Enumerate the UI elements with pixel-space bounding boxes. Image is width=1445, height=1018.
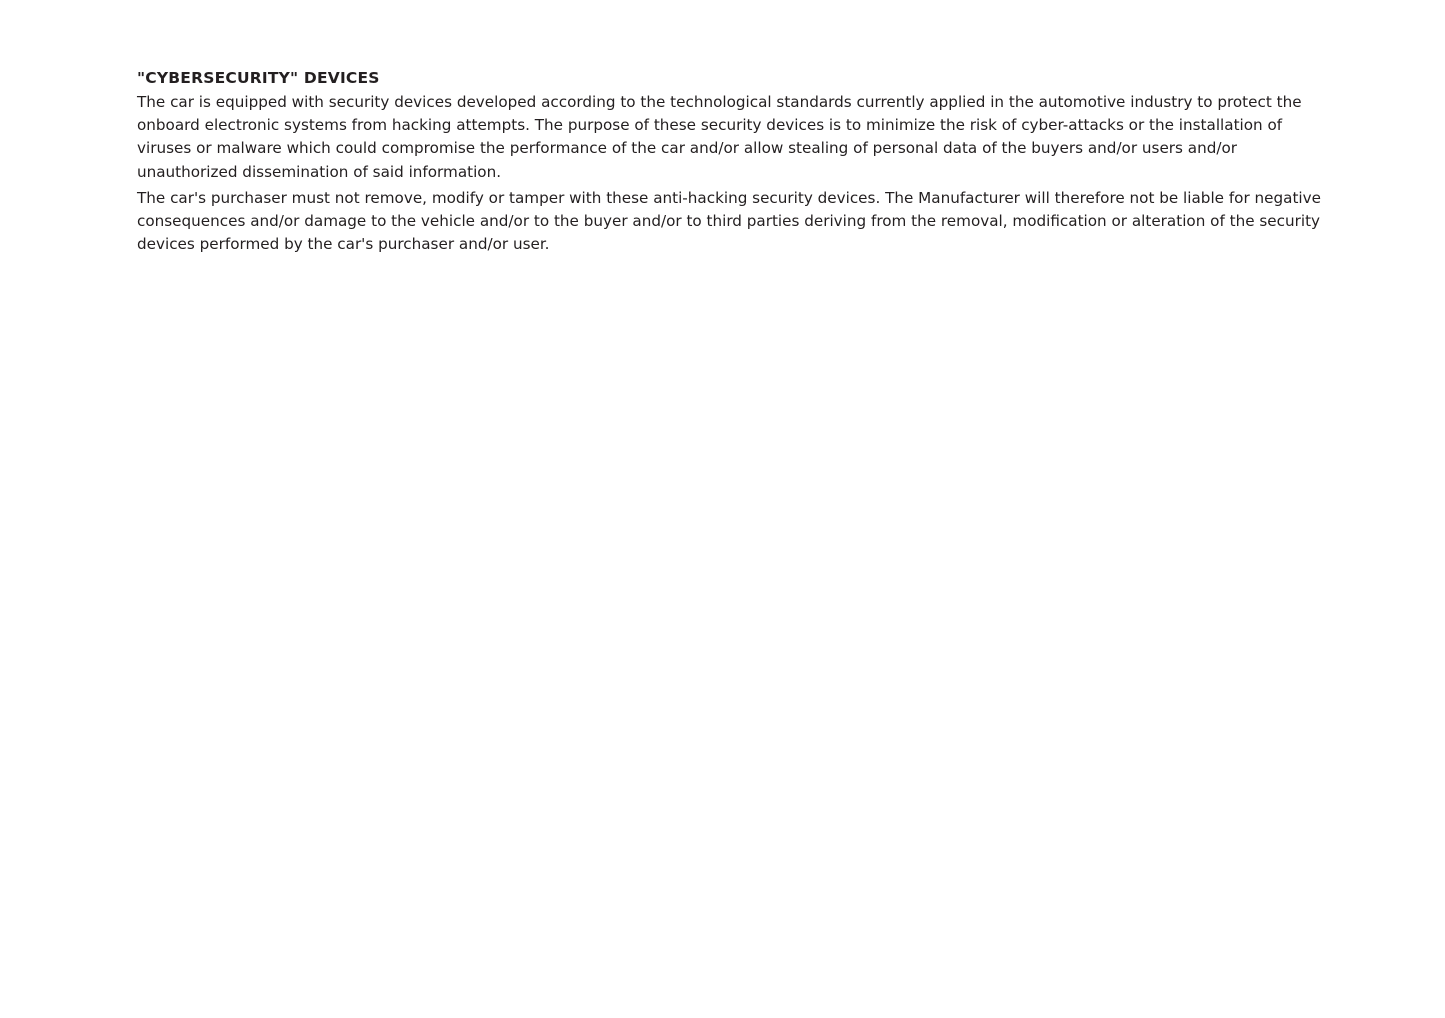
page-content (137, 68, 1333, 257)
body-paragraph-2: The car's purchaser must not remove, modify or tamper with these anti-hacking security devices. The Manufacturer will therefore not be liable for negative consequences and/or damage to the vehicle and/or to the buyer and/or to third parties deriving from the removal, modification or alteration of the security devices performed by the car's purchaser and/or user. (137, 188, 1321, 254)
section-heading: "CYBERSECURITY" DEVICES (137, 69, 380, 87)
body-paragraph-1: The car is equipped with security devices developed according to the technological standards currently applied in the automotive industry to protect the onboard electronic systems from hacking attempts. The purpose of these security devices is to minimize the risk of cyber-attacks or the installation of viruses or malware which could compromise the performance of the car and/or allow stealing of personal data of the buyers and/or users and/or unauthorized dissemination of said information. (137, 92, 1302, 181)
